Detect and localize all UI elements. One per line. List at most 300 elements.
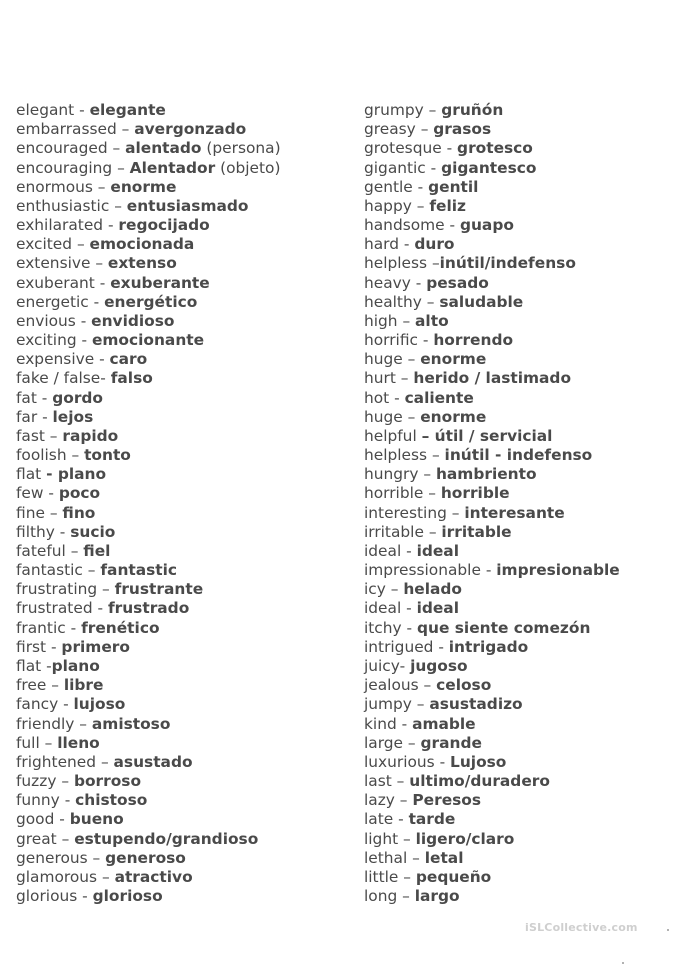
spanish-translation: atractivo [114, 867, 193, 886]
english-word: flat [16, 465, 42, 484]
english-word: embarrassed [16, 120, 117, 139]
separator: - [389, 388, 405, 407]
vocab-entry [16, 561, 281, 580]
vocab-entry [364, 734, 620, 753]
separator: – [398, 829, 416, 848]
vocab-entry [16, 197, 281, 216]
spanish-translation: glorioso [92, 887, 163, 906]
spanish-translation: asustado [113, 752, 193, 771]
separator: - [76, 331, 92, 350]
separator: – [46, 676, 64, 695]
spanish-translation: bueno [69, 810, 124, 829]
separator: – [423, 101, 442, 119]
separator: - [58, 695, 74, 714]
english-word: lazy [364, 791, 395, 810]
english-word: helpful [364, 426, 417, 445]
spanish-translation: plano [51, 656, 100, 675]
spanish-translation: energético [104, 292, 198, 311]
vocab-entry [16, 446, 281, 465]
separator: – [411, 695, 430, 714]
english-word: frightened [16, 752, 97, 771]
vocab-entry [364, 216, 620, 235]
separator: – [427, 446, 445, 465]
spanish-translation: enorme [110, 177, 177, 196]
english-word: hurt [364, 369, 396, 388]
english-word: gigantic [364, 158, 426, 177]
separator: - [94, 273, 111, 292]
vocab-entry [16, 159, 281, 178]
spanish-translation: exuberante [110, 273, 210, 292]
vocab-entry [364, 427, 620, 446]
separator: - [480, 561, 497, 580]
spanish-translation: Alentador [129, 158, 216, 177]
spanish-translation: sucio [70, 522, 116, 541]
spanish-translation: lujoso [73, 695, 126, 714]
english-word: fantastic [16, 561, 83, 580]
spanish-translation: primero [61, 637, 130, 656]
vocab-entry [364, 657, 620, 676]
vocab-entry [364, 235, 620, 254]
spanish-translation: duro [414, 235, 455, 254]
vocab-entry [16, 734, 281, 753]
english-word: huge [364, 407, 403, 426]
english-word: horrific [364, 331, 418, 350]
english-word: ideal [364, 541, 402, 560]
separator: – [96, 752, 114, 771]
spanish-translation: asustadizo [429, 695, 523, 714]
spanish-translation: alto [415, 311, 449, 330]
spanish-translation: interesante [464, 503, 565, 522]
separator: - [433, 637, 449, 656]
english-word: frustrating [16, 580, 98, 599]
spanish-translation: grotesco [457, 139, 533, 158]
vocab-entry [364, 619, 620, 638]
english-word: hot [364, 388, 390, 407]
vocab-entry [16, 293, 281, 312]
vocab-entry [16, 312, 281, 331]
vocab-entry [16, 810, 281, 829]
vocab-entry [364, 408, 620, 427]
spanish-translation: amistoso [91, 714, 171, 733]
english-word: fateful [16, 541, 66, 560]
spanish-translation: herido / lastimado [413, 369, 572, 388]
spanish-translation: horrendo [433, 331, 514, 350]
vocab-entry [16, 216, 281, 235]
english-word: light [364, 829, 399, 848]
english-word: kind [364, 714, 397, 733]
separator: – [391, 772, 410, 791]
separator: – [44, 503, 63, 522]
separator: – [397, 887, 415, 906]
vocab-entry [16, 715, 281, 734]
english-word: first [16, 637, 47, 656]
vocab-entry [16, 101, 281, 120]
english-word: last [364, 772, 392, 791]
word-list-right [364, 101, 620, 906]
english-word: elegant [16, 101, 75, 119]
english-word: good [16, 810, 55, 829]
english-word: interesting [364, 503, 447, 522]
english-word: impressionable [364, 561, 481, 580]
english-word: huge [364, 350, 403, 369]
english-word: ideal [364, 599, 402, 618]
spanish-translation: guapo [459, 216, 514, 235]
english-word: glamorous [16, 867, 98, 886]
spanish-translation: pequeño [415, 867, 492, 886]
english-word: grumpy [364, 101, 424, 119]
vocab-entry [16, 676, 281, 695]
vocab-entry [364, 484, 620, 503]
vocab-entry [16, 350, 281, 369]
spanish-translation: poco [58, 484, 101, 503]
vocab-entry [364, 465, 620, 484]
separator: - [444, 216, 460, 235]
vocab-entry [16, 695, 281, 714]
separator: - [399, 656, 411, 675]
separator: - [399, 235, 415, 254]
english-word: encouraged [16, 139, 108, 158]
vocab-entry [364, 772, 620, 791]
separator: – [97, 867, 115, 886]
separator: – [411, 196, 430, 215]
english-word: glorious [16, 887, 78, 906]
spanish-translation: horrible [440, 484, 510, 503]
vocab-entry [364, 312, 620, 331]
english-word: luxurious [364, 752, 435, 771]
spanish-translation: hambriento [435, 465, 537, 484]
english-word: heavy [364, 273, 411, 292]
english-word: jealous [364, 676, 419, 695]
english-word: late [364, 810, 394, 829]
spanish-translation: tonto [84, 446, 131, 465]
separator: – [112, 158, 130, 177]
spanish-translation: irritable [441, 522, 512, 541]
spanish-translation: chistoso [75, 791, 148, 810]
vocab-entry [364, 830, 620, 849]
separator: – [402, 350, 421, 369]
english-word: fuzzy [16, 772, 57, 791]
spanish-translation: inútil/indefenso [439, 254, 576, 273]
spanish-translation: caro [109, 350, 148, 369]
separator: - [46, 637, 62, 656]
spanish-translation: emocionante [91, 331, 205, 350]
separator: - [393, 810, 409, 829]
english-word: fast [16, 426, 45, 445]
spanish-translation: frustrado [107, 599, 190, 618]
spanish-translation: celoso [436, 676, 492, 695]
separator: - [401, 599, 417, 618]
spanish-translation: Peresos [412, 791, 482, 810]
spanish-translation: regocijado [118, 216, 210, 235]
english-word: handsome [364, 216, 445, 235]
vocab-entry [16, 408, 281, 427]
vocab-entry [16, 619, 281, 638]
separator: - [103, 216, 119, 235]
watermark: iSLCollective.com [525, 921, 638, 934]
english-word: envious [16, 311, 76, 330]
vocab-entry [364, 178, 620, 197]
decorative-dot [667, 929, 669, 931]
spanish-translation: libre [63, 676, 104, 695]
vocab-entry [364, 695, 620, 714]
vocab-entry [364, 676, 620, 695]
vocab-entry [364, 849, 620, 868]
spanish-translation: caliente [404, 388, 474, 407]
separator: – [44, 426, 63, 445]
spanish-translation: frenético [81, 618, 160, 637]
english-word: filthy [16, 522, 55, 541]
separator: – [415, 120, 434, 139]
separator: – [74, 714, 92, 733]
spanish-translation: emocionada [89, 235, 195, 254]
spanish-translation: lleno [57, 733, 100, 752]
translation-note: (objeto) [215, 158, 281, 177]
english-word: irritable [364, 522, 424, 541]
spanish-translation: generoso [105, 848, 186, 867]
vocab-entry [364, 197, 620, 216]
vocab-entry [364, 369, 620, 388]
separator: – [87, 848, 106, 867]
separator: – [423, 484, 441, 503]
spanish-translation: letal [424, 848, 464, 867]
separator: – [90, 254, 108, 273]
separator: – [107, 139, 126, 158]
english-word: lethal [364, 848, 408, 867]
spanish-translation: falso [110, 369, 153, 388]
spanish-translation: lejos [52, 407, 94, 426]
vocab-entry [364, 350, 620, 369]
english-word: expensive [16, 350, 95, 369]
english-word: excited [16, 235, 73, 254]
english-word: high [364, 311, 398, 330]
separator: - [401, 618, 417, 637]
english-word: encouraging [16, 158, 113, 177]
spanish-translation: ligero/claro [415, 829, 515, 848]
translation-note: (persona) [201, 139, 281, 158]
separator: – [418, 676, 437, 695]
separator: - [418, 331, 434, 350]
english-word: exciting [16, 331, 77, 350]
spanish-translation: – útil / servicial [421, 426, 553, 445]
separator: – [398, 867, 416, 886]
vocab-entry [364, 523, 620, 542]
vocab-entry [16, 868, 281, 887]
vocab-entry [364, 599, 620, 618]
english-word: energetic [16, 292, 89, 311]
separator: – [66, 446, 85, 465]
spanish-translation: intrigado [448, 637, 529, 656]
separator: – [116, 120, 135, 139]
spanish-translation: saludable [439, 292, 524, 311]
vocab-entry [16, 638, 281, 657]
separator: - [396, 714, 413, 733]
english-word: long [364, 887, 398, 906]
vocab-entry [16, 331, 281, 350]
vocab-entry [364, 791, 620, 810]
english-word: extensive [16, 254, 91, 273]
english-word: jumpy [364, 695, 412, 714]
vocab-entry [16, 599, 281, 618]
spanish-translation: gruñón [441, 101, 504, 119]
vocab-entry [364, 274, 620, 293]
separator: - [100, 369, 111, 388]
english-word: frantic [16, 618, 66, 637]
separator: – [397, 311, 416, 330]
vocab-entry [16, 580, 281, 599]
vocab-entry [16, 830, 281, 849]
vocab-entry [364, 504, 620, 523]
separator: – [395, 369, 414, 388]
english-word: fake / false [16, 369, 101, 388]
spanish-translation: tarde [408, 810, 456, 829]
english-word: helpless [364, 254, 428, 273]
spanish-translation: grande [420, 733, 482, 752]
vocab-entry [16, 178, 281, 197]
vocab-entry [364, 446, 620, 465]
separator: – [407, 848, 425, 867]
english-word: grotesque [364, 139, 442, 158]
separator: – [39, 733, 58, 752]
vocab-entry [16, 120, 281, 139]
vocab-entry [16, 254, 281, 273]
english-word: gentle [364, 177, 413, 196]
word-list-left [16, 101, 281, 906]
spanish-translation: ultimo/duradero [409, 772, 550, 791]
english-word: healthy [364, 292, 422, 311]
vocab-entry [16, 427, 281, 446]
separator: - [410, 273, 427, 292]
separator: - [54, 522, 71, 541]
spanish-translation: ideal [416, 599, 459, 618]
vocab-entry [364, 561, 620, 580]
english-word: enormous [16, 177, 93, 196]
separator: - [425, 158, 442, 177]
spanish-translation: inútil - indefenso [444, 446, 593, 465]
vocab-entry [364, 542, 620, 561]
separator: - [59, 791, 76, 810]
spanish-translation: fantastic [100, 561, 178, 580]
spanish-translation: ideal [416, 541, 459, 560]
separator: – [394, 791, 413, 810]
separator: - [88, 292, 105, 311]
separator: – [72, 235, 90, 254]
separator: - [75, 311, 92, 330]
vocab-entry [16, 465, 281, 484]
vocab-entry [16, 849, 281, 868]
vocab-entry [16, 369, 281, 388]
separator: - [74, 101, 90, 119]
english-word: enthusiastic [16, 196, 110, 215]
english-word: free [16, 676, 47, 695]
separator: - [37, 407, 53, 426]
vocab-entry [16, 484, 281, 503]
english-word: generous [16, 848, 88, 867]
vocab-entry [364, 159, 620, 178]
english-word: far [16, 407, 38, 426]
spanish-translation: extenso [107, 254, 177, 273]
spanish-translation: gigantesco [441, 158, 537, 177]
english-word: flat [16, 656, 42, 675]
english-word: few [16, 484, 44, 503]
separator: – [82, 561, 101, 580]
separator: – [65, 541, 84, 560]
vocab-entry [16, 772, 281, 791]
separator: – [427, 254, 440, 273]
separator: – [423, 522, 442, 541]
separator: - [43, 484, 59, 503]
english-word: intrigued [364, 637, 434, 656]
decorative-dot [622, 962, 624, 964]
english-word: hungry [364, 465, 419, 484]
english-word: large [364, 733, 404, 752]
english-word: itchy [364, 618, 402, 637]
english-word: juicy [364, 656, 400, 675]
english-word: funny [16, 791, 60, 810]
english-word: greasy [364, 120, 416, 139]
vocab-entry [364, 101, 620, 120]
spanish-translation: helado [403, 580, 462, 599]
separator: – [56, 772, 74, 791]
spanish-translation: rapido [62, 426, 119, 445]
spanish-translation: pesado [426, 273, 489, 292]
vocab-entry [16, 389, 281, 408]
spanish-translation: enorme [420, 407, 487, 426]
spanish-translation: fino [62, 503, 96, 522]
spanish-translation: frustrante [114, 580, 204, 599]
spanish-translation: feliz [429, 196, 466, 215]
vocab-entry [16, 542, 281, 561]
spanish-translation: entusiasmado [126, 196, 249, 215]
vocab-entry [364, 638, 620, 657]
english-word: helpless [364, 446, 428, 465]
spanish-translation: estupendo/grandioso [74, 829, 259, 848]
separator: - [412, 177, 429, 196]
separator: - [77, 887, 93, 906]
separator: - [41, 656, 52, 675]
spanish-translation: impresionable [496, 561, 620, 580]
vocab-entry [364, 868, 620, 887]
separator: – [402, 407, 421, 426]
vocab-entry [364, 120, 620, 139]
vocab-entry [16, 235, 281, 254]
english-word: fat [16, 388, 37, 407]
separator: – [446, 503, 465, 522]
separator: – [421, 292, 440, 311]
english-word: friendly [16, 714, 75, 733]
spanish-translation: grasos [433, 120, 492, 139]
separator: - [36, 388, 53, 407]
vocab-entry [16, 274, 281, 293]
separator: – [56, 829, 75, 848]
separator: - [94, 350, 110, 369]
vocab-entry [364, 753, 620, 772]
spanish-translation: Lujoso [450, 752, 507, 771]
vocab-entry [364, 389, 620, 408]
spanish-translation: alentado [125, 139, 202, 158]
vocab-entry [364, 254, 620, 273]
english-word: foolish [16, 446, 67, 465]
spanish-translation: fiel [83, 541, 111, 560]
spanish-translation: amable [412, 714, 476, 733]
separator: - [401, 541, 417, 560]
separator: - [65, 618, 82, 637]
separator: – [92, 177, 111, 196]
separator: - [92, 599, 108, 618]
english-word: fine [16, 503, 45, 522]
vocab-entry [364, 810, 620, 829]
vocab-entry [364, 887, 620, 906]
english-word: horrible [364, 484, 424, 503]
